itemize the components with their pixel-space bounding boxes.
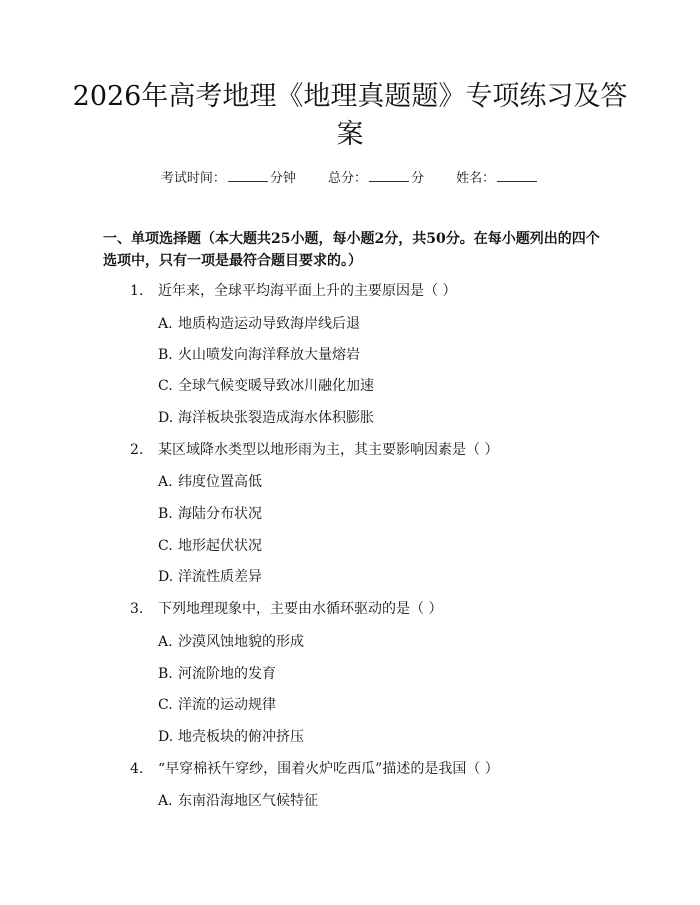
question-text: 近年来，全球平均海平面上升的主要原因是（ ） — [158, 283, 457, 299]
question-text: 下列地理现象中，主要由水循环驱动的是（ ） — [158, 601, 443, 617]
question-number: 1. — [130, 283, 144, 299]
student-name-label: 姓名： — [456, 171, 496, 186]
option-text: 地形起伏状况 — [178, 538, 262, 554]
document-title: 2026年高考地理《地理真题题》专项练习及答案 — [72, 81, 628, 150]
total-score-unit: 分 — [411, 171, 425, 186]
question-2-option-a — [158, 472, 598, 492]
exam-time-label: 考试时间： — [160, 171, 226, 186]
exam-time-field — [161, 169, 296, 188]
question-number: 4. — [130, 761, 144, 777]
question-3 — [130, 599, 610, 619]
question-1-option-c — [158, 376, 598, 396]
option-label: A. — [158, 316, 173, 332]
exam-meta-line — [0, 169, 700, 188]
exam-time-unit: 分钟 — [269, 171, 296, 186]
section-heading: 一、单项选择题（本大题共25小题，每小题2分，共50分。在每小题列出的四个选项中，只有一项是最符合题目要求的。） — [103, 231, 600, 269]
question-2-option-d — [158, 567, 598, 587]
option-label: A. — [158, 634, 173, 650]
option-label: C. — [158, 697, 173, 713]
option-label: D. — [158, 569, 174, 585]
question-3-option-d — [158, 727, 598, 747]
option-text: 火山喷发向海洋释放大量熔岩 — [178, 347, 360, 363]
student-name-field — [456, 169, 539, 188]
option-label: B. — [158, 666, 173, 682]
option-label: D. — [158, 410, 174, 426]
question-4-option-a — [158, 791, 598, 811]
question-number: 3. — [130, 601, 144, 617]
option-label: B. — [158, 506, 173, 522]
question-3-option-a — [158, 632, 598, 652]
question-3-option-c — [158, 695, 598, 715]
option-text: 地壳板块的俯冲挤压 — [178, 729, 304, 745]
option-label: C. — [158, 378, 173, 394]
student-name-blank — [497, 169, 537, 182]
question-1-option-b — [158, 345, 598, 365]
option-text: 河流阶地的发育 — [178, 666, 276, 682]
option-label: D. — [158, 729, 174, 745]
option-text: 纬度位置高低 — [178, 474, 262, 490]
option-label: A. — [158, 474, 173, 490]
question-text: 某区域降水类型以地形雨为主，其主要影响因素是（ ） — [158, 442, 499, 458]
option-text: 东南沿海地区气候特征 — [178, 793, 318, 809]
question-2 — [130, 440, 610, 460]
total-score-label: 总分： — [327, 171, 367, 186]
option-label: C. — [158, 538, 173, 554]
option-text: 洋流性质差异 — [178, 569, 262, 585]
option-text: 海洋板块张裂造成海水体积膨胀 — [178, 410, 374, 426]
exam-time-blank — [228, 169, 268, 182]
question-2-option-c — [158, 536, 598, 556]
option-label: B. — [158, 347, 173, 363]
question-1-option-a — [158, 314, 598, 334]
question-3-option-b — [158, 664, 598, 684]
option-text: 全球气候变暖导致冰川融化加速 — [178, 378, 374, 394]
option-text: 沙漠风蚀地貌的形成 — [178, 634, 304, 650]
total-score-blank — [369, 169, 409, 182]
question-2-option-b — [158, 504, 598, 524]
question-4 — [130, 759, 610, 779]
option-text: 地质构造运动导致海岸线后退 — [178, 316, 360, 332]
question-1-option-d — [158, 408, 598, 428]
option-text: 海陆分布状况 — [178, 506, 262, 522]
total-score-field — [328, 169, 424, 188]
question-1 — [130, 281, 610, 301]
question-number: 2. — [130, 442, 144, 458]
option-text: 洋流的运动规律 — [178, 697, 276, 713]
question-text: “早穿棉袄午穿纱，围着火炉吃西瓜”描述的是我国（ ） — [158, 761, 499, 777]
option-label: A. — [158, 793, 173, 809]
